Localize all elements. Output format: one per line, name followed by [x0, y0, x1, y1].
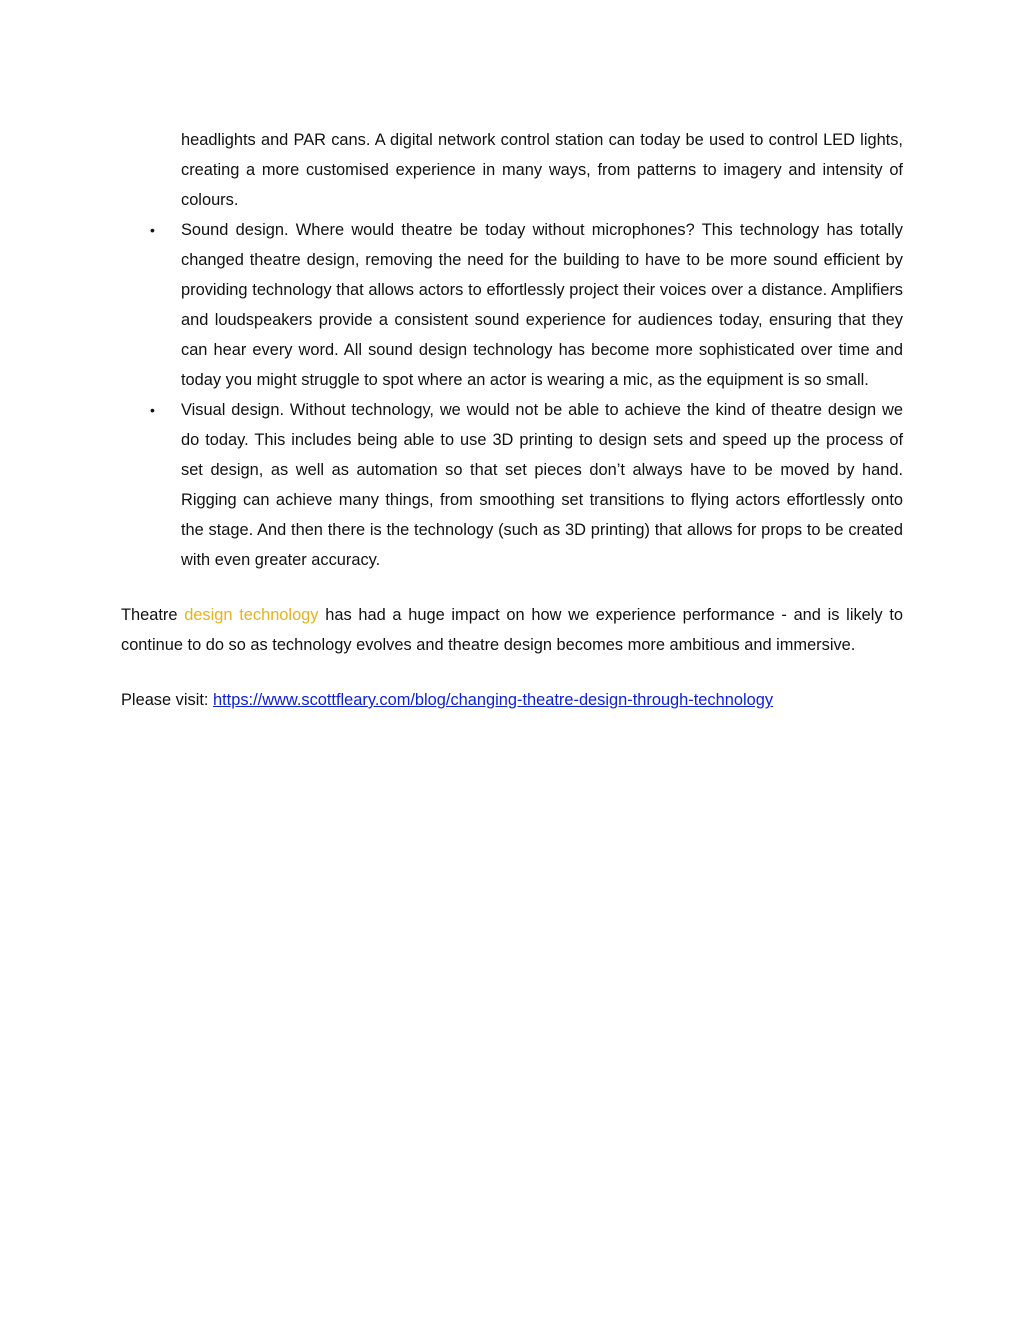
source-link[interactable]: https://www.scottfleary.com/blog/changing-theatre-design-through-technology [213, 691, 774, 709]
bullet-text: Sound design. Where would theatre be today without microphones? This technology has totally changed theatre design, removing the need for the building to have to be more sound efficient by providing technology that allows actors to effortlessly project their voices over a distance. Amplifiers and loudspeakers provide a consistent sound experience for audiences today, ensuring that they can hear every word. All sound design technology has become more sophisticated over time and today you might struggle to spot where an actor is wearing a mic, as the equipment is so small. [181, 221, 903, 389]
bullet-list [121, 215, 903, 575]
paragraph-spacer [121, 575, 903, 600]
conclusion-paragraph [121, 600, 903, 660]
continuation-paragraph: headlights and PAR cans. A digital network control station can today be used to control LED lights, creating a more customised experience in many ways, from patterns to imagery and intensity of colours. [181, 131, 903, 209]
bullet-marker: • [150, 402, 155, 418]
conclusion-text-start: Theatre [121, 606, 185, 624]
bullet-item-visual-design [121, 395, 903, 575]
visit-paragraph [121, 685, 903, 715]
paragraph-spacer [121, 660, 903, 685]
document-page [121, 125, 903, 715]
highlight-keyword: design technology [184, 606, 319, 624]
bullet-item-sound-design [121, 215, 903, 395]
visit-label: Please visit: [121, 691, 214, 709]
bullet-marker: • [150, 222, 155, 238]
bullet-text: Visual design. Without technology, we would not be able to achieve the kind of theatre design we do today. This includes being able to use 3D printing to design sets and speed up the process of set design, as well as automation so that set pieces don’t always have to be moved by hand. Rigging can achieve many things, from smoothing set transitions to flying actors effortlessly onto the stage. And then there is the technology (such as 3D printing) that allows for props to be created with even greater accuracy. [181, 401, 903, 569]
conclusion-text-end: has had a huge impact on how we experience performance - and is likely to continue to do so as technology evolves and theatre design becomes more ambitious and immersive. [121, 606, 903, 654]
